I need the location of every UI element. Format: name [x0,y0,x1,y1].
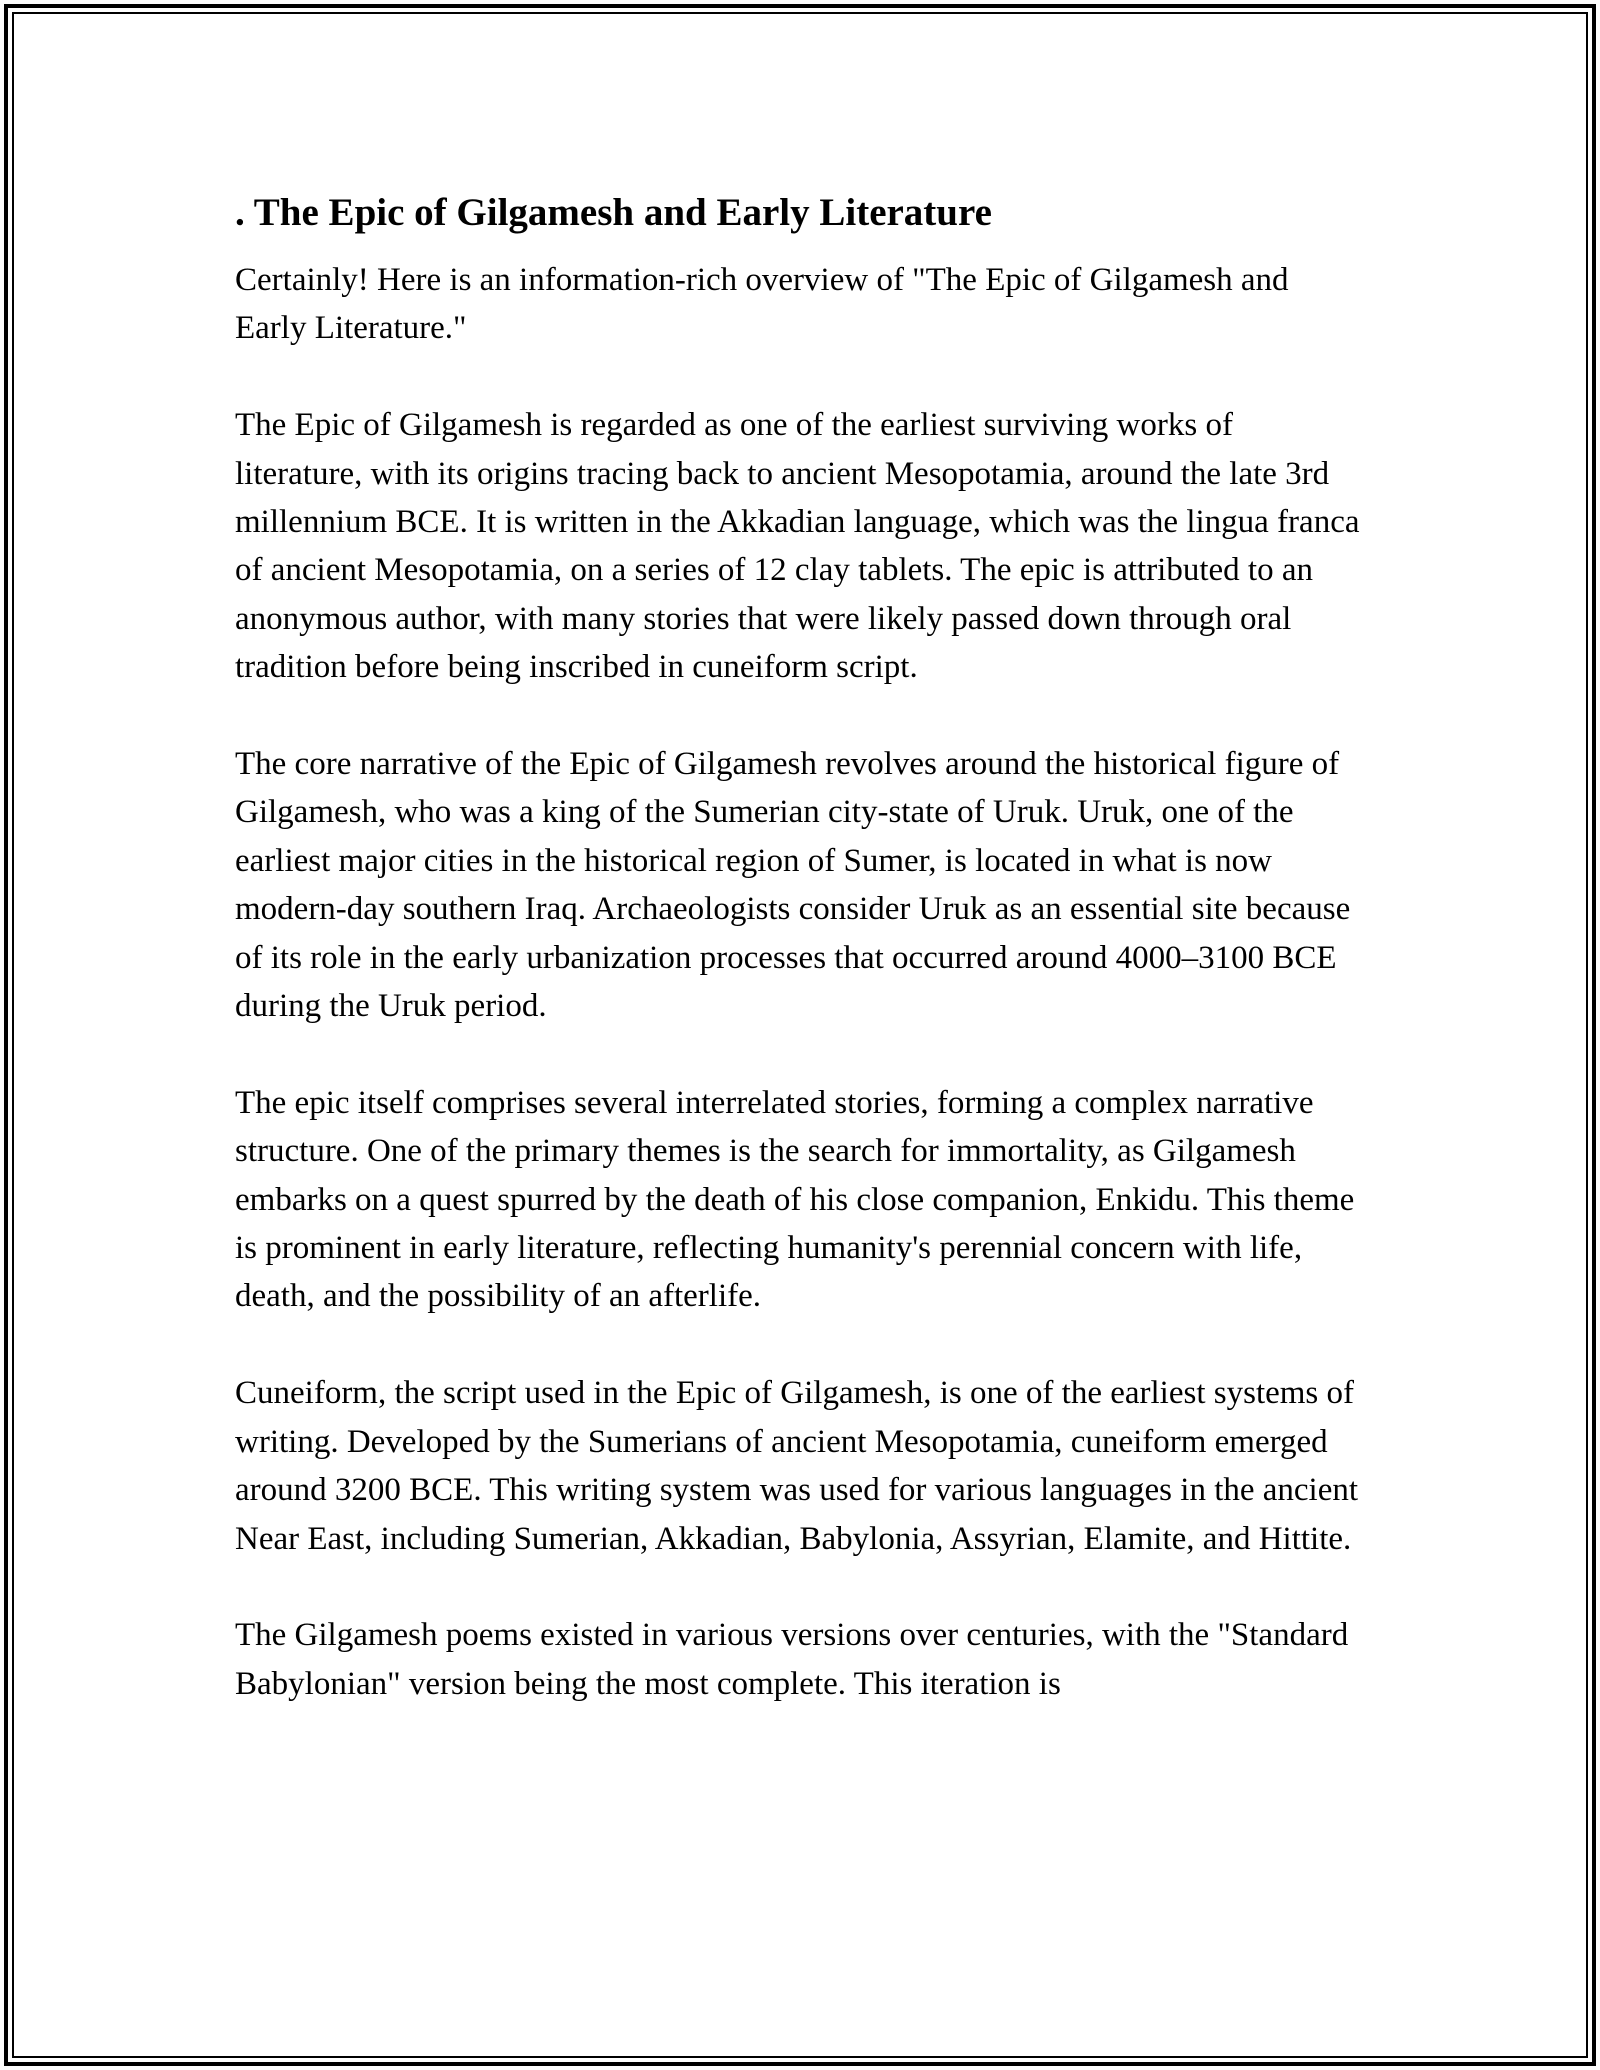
paragraph-themes: The epic itself comprises several interrelated stories, forming a complex narrative structure. One of the primary themes is the search for immortality, as Gilgamesh embarks on a quest spurred by the death of his close companion, Enkidu. This theme is prominent in early literature, reflecting humanity's perennial concern with life, death, and the possibility of an afterlife. [235,1084,1355,1315]
paragraph-cuneiform: Cuneiform, the script used in the Epic of Gilgamesh, is one of the earliest systems of writing. Developed by the Sumerians of ancient Mesopotamia, cuneiform emerged around 3200 BCE. This writing system was used for various languages in the ancient Near East, including Sumerian, Akkadian, Babylonia, Assyrian, Elamite, and Hittite. [235,1375,1359,1557]
document-body [235,186,1365,1708]
paragraph-uruk: The core narrative of the Epic of Gilgamesh revolves around the historical figure of Gilgamesh, who was a king of the Sumerian city-state of Uruk. Uruk, one of the earliest major cities in the historical region of Sumer, is located in what is now modern-day southern Iraq. Archaeologists consider Uruk as an essential site because of its role in the early urbanization processes that occurred around 4000–3100 BCE during the Uruk period. [235,746,1351,1025]
document-title: . The Epic of Gilgamesh and Early Literature [235,191,992,234]
paragraph-versions: The Gilgamesh poems existed in various versions over centuries, with the "Standard Babylonian" version being the most complete. This iteration is [235,1617,1349,1702]
paragraph-intro: Certainly! Here is an information-rich overview of "The Epic of Gilgamesh and Early Literature." [235,262,1289,347]
paragraph-origins: The Epic of Gilgamesh is regarded as one of the earliest surviving works of literature, with its origins tracing back to ancient Mesopotamia, around the late 3rd millennium BCE. It is written in the Akkadian language, which was the lingua franca of ancient Mesopotamia, on a series of 12 clay tablets. The epic is attributed to an anonymous author, with many stories that were likely passed down through oral tradition before being inscribed in cuneiform script. [235,407,1360,686]
